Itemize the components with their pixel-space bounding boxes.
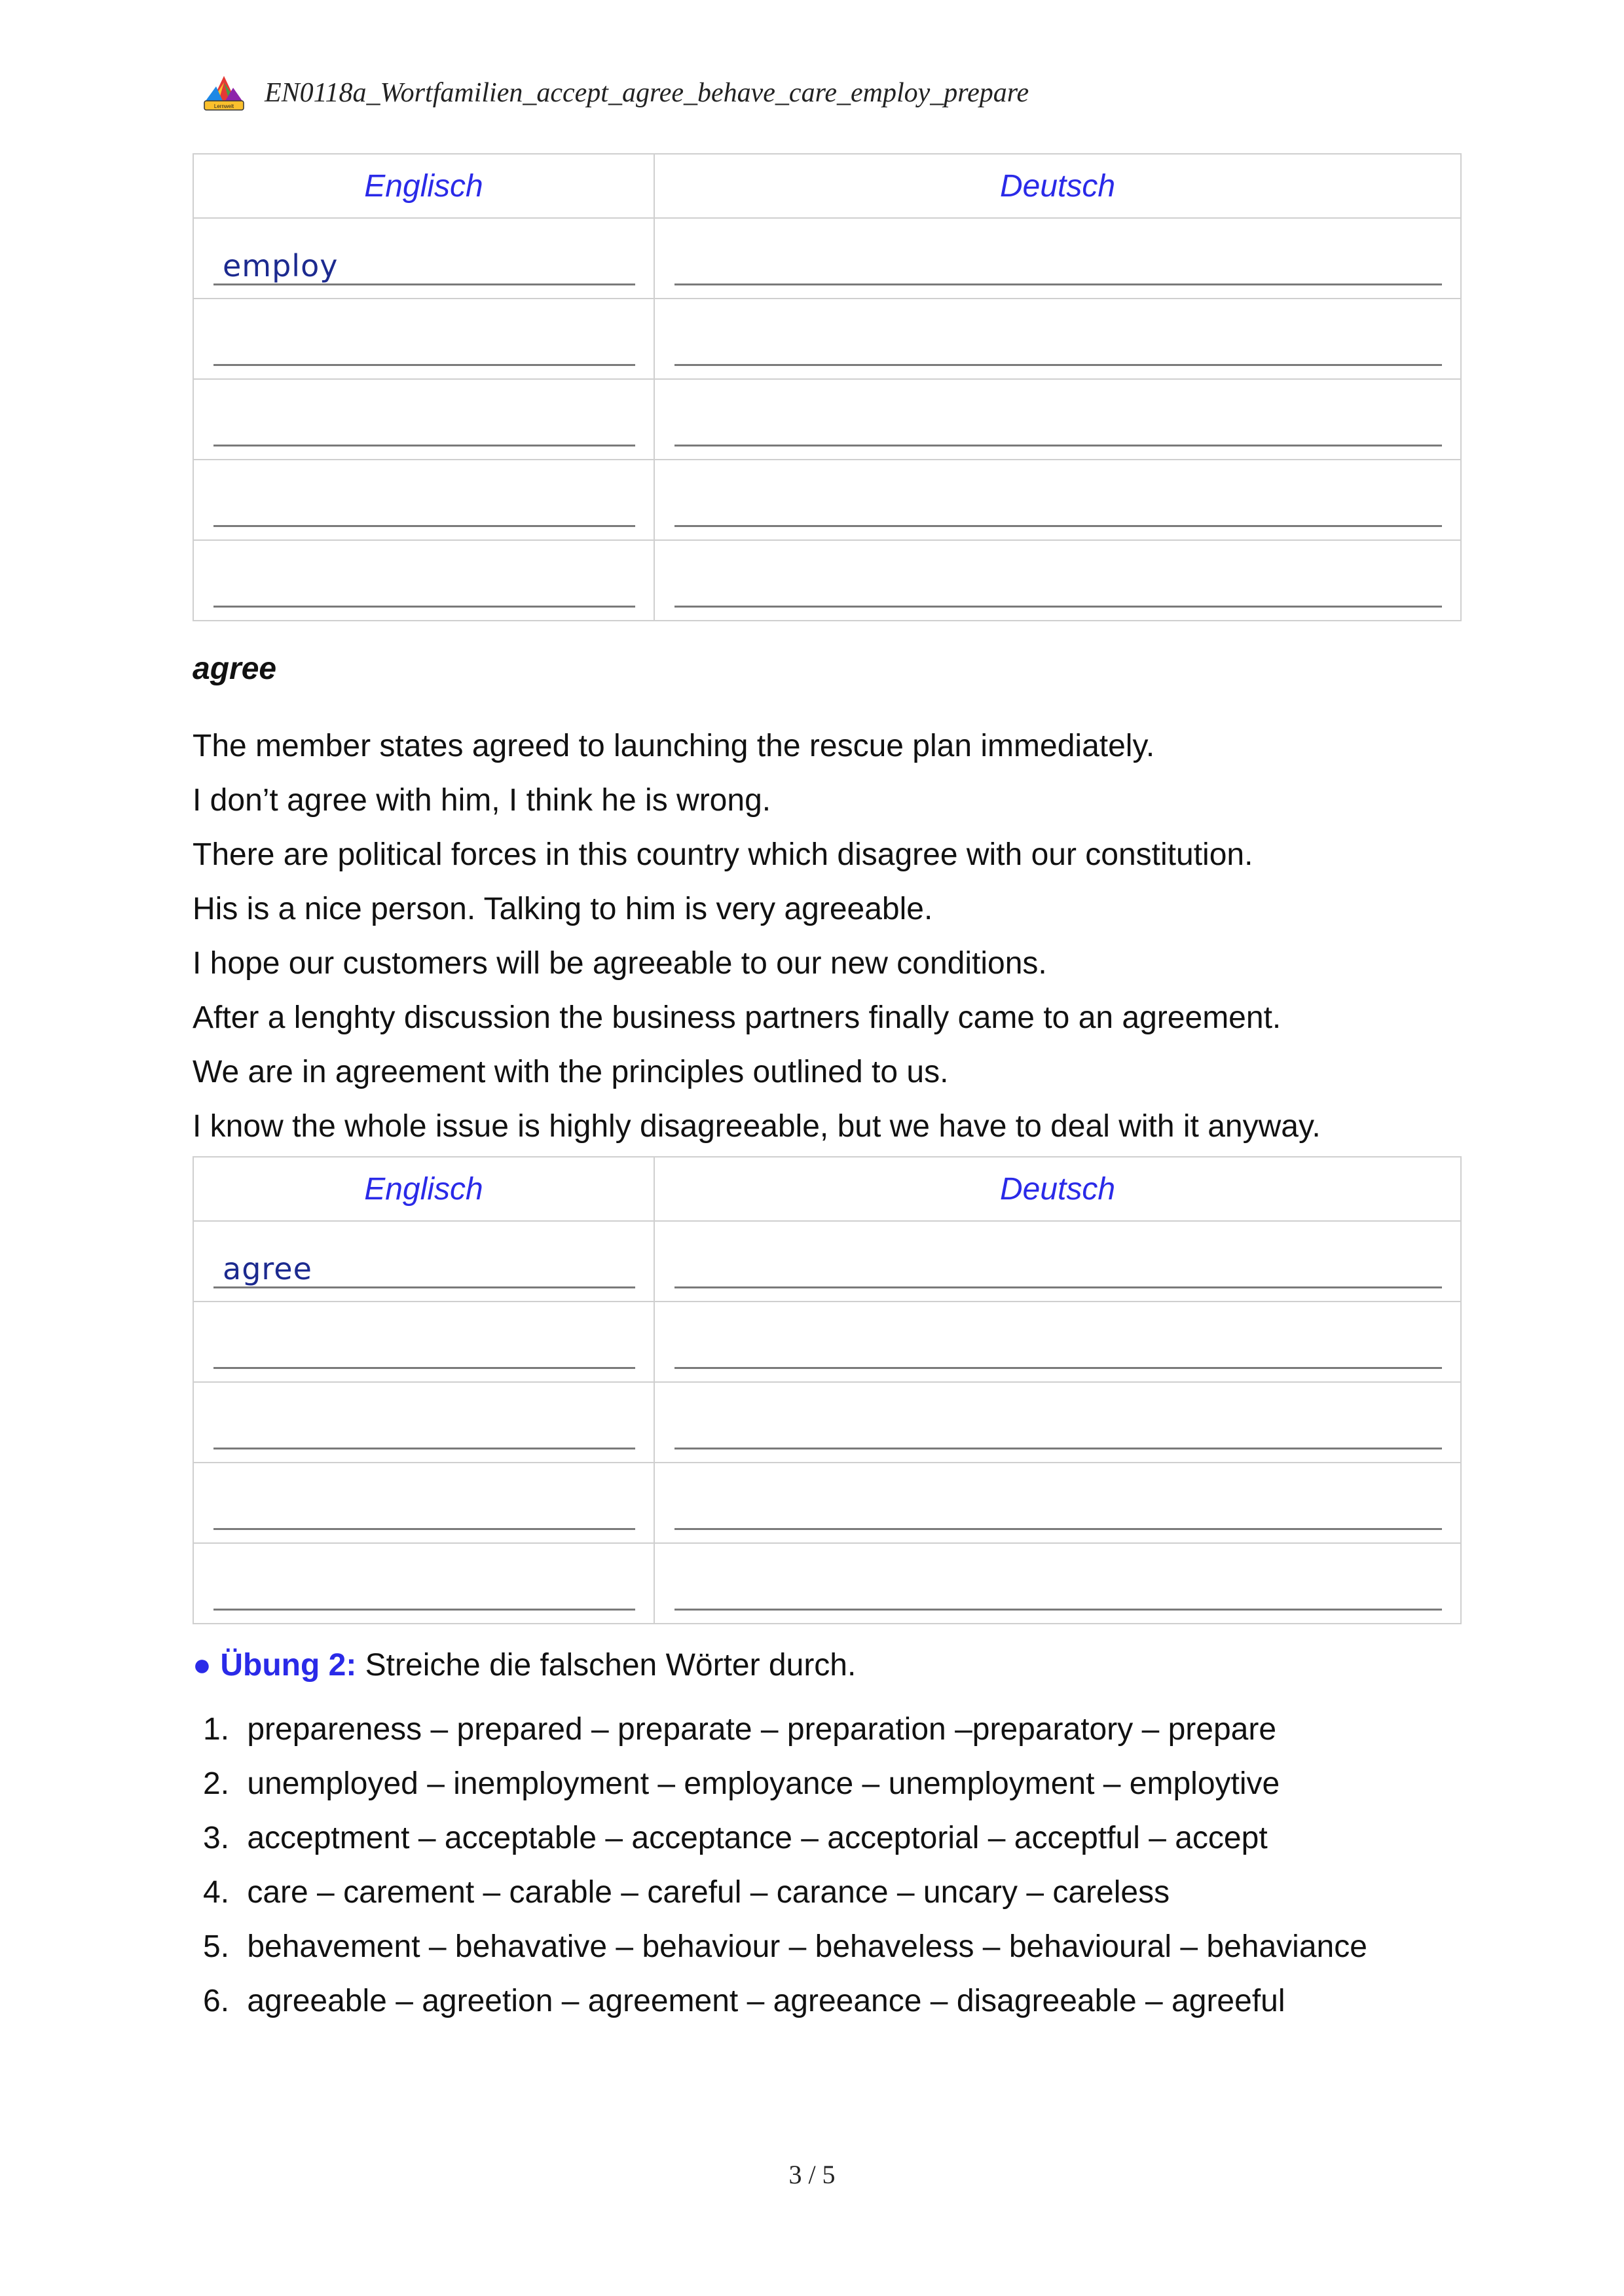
english-answer-field[interactable] bbox=[193, 218, 654, 299]
handwritten-word: agree bbox=[223, 1251, 312, 1286]
example-sentence: After a lenghty discussion the business partners finally came to an agreement. bbox=[193, 1000, 1282, 1035]
page-number: 3 / 5 bbox=[788, 2160, 836, 2189]
table-header-row bbox=[193, 154, 1461, 218]
english-answer-field[interactable] bbox=[193, 1543, 654, 1624]
answer-line bbox=[213, 1528, 635, 1530]
german-answer-field[interactable] bbox=[654, 1463, 1461, 1543]
word-options[interactable]: agreeable – agreetion – agreement – agreeance – disagreeable – agreeful bbox=[247, 1984, 1285, 2018]
answer-line bbox=[674, 525, 1442, 527]
english-answer-field[interactable] bbox=[193, 1382, 654, 1463]
section-title-agree: agree bbox=[193, 651, 277, 686]
bullet-icon: ● bbox=[193, 1648, 212, 1683]
answer-line bbox=[674, 1609, 1442, 1611]
vocab-table-agree bbox=[193, 1156, 1462, 1624]
answer-line bbox=[674, 445, 1442, 446]
german-answer-field[interactable] bbox=[654, 379, 1461, 460]
example-sentence: I hope our customers will be agreeable to our new conditions. bbox=[193, 946, 1047, 981]
exercise-item bbox=[203, 1920, 1367, 1974]
table-row bbox=[193, 218, 1461, 299]
answer-line bbox=[213, 1609, 635, 1611]
exercise-heading bbox=[193, 1647, 856, 1683]
german-answer-field[interactable] bbox=[654, 299, 1461, 379]
english-answer-field[interactable] bbox=[193, 1302, 654, 1382]
english-answer-field[interactable] bbox=[193, 1463, 654, 1543]
answer-line bbox=[213, 606, 635, 608]
exercise-item bbox=[203, 1811, 1367, 1865]
exercise-item bbox=[203, 1757, 1367, 1811]
answer-line bbox=[213, 445, 635, 446]
word-options[interactable]: acceptment – acceptable – acceptance – acceptorial – acceptful – accept bbox=[247, 1821, 1268, 1855]
vocab-table-employ bbox=[193, 153, 1462, 621]
item-number: 6. bbox=[203, 1984, 230, 2018]
answer-line bbox=[674, 364, 1442, 366]
example-sentence: There are political forces in this country which disagree with our constitution. bbox=[193, 837, 1253, 872]
word-options[interactable]: care – carement – carable – careful – carance – uncary – careless bbox=[247, 1875, 1170, 1910]
page-header bbox=[203, 73, 1029, 113]
exercise-label: Übung 2: bbox=[220, 1648, 357, 1683]
table-row bbox=[193, 1463, 1461, 1543]
answer-line bbox=[674, 1528, 1442, 1530]
exercise-instruction: Streiche die falschen Wörter durch. bbox=[365, 1648, 857, 1683]
english-answer-field[interactable] bbox=[193, 299, 654, 379]
word-options[interactable]: unemployed – inemployment – employance – unemployment – employtive bbox=[247, 1766, 1280, 1801]
word-options[interactable]: behavement – behavative – behaviour – behaveless – behavioural – behaviance bbox=[247, 1929, 1367, 1964]
table-header-row bbox=[193, 1157, 1461, 1221]
answer-line bbox=[213, 1448, 635, 1449]
item-number: 3. bbox=[203, 1821, 230, 1855]
document-title: EN0118a_Wortfamilien_accept_agree_behave_care_employ_prepare bbox=[265, 78, 1029, 108]
table-row bbox=[193, 460, 1461, 540]
column-header-deutsch: Deutsch bbox=[654, 1157, 1461, 1221]
answer-line bbox=[674, 1367, 1442, 1369]
item-number: 5. bbox=[203, 1929, 230, 1964]
german-answer-field[interactable] bbox=[654, 1221, 1461, 1302]
table-row bbox=[193, 1221, 1461, 1302]
answer-line bbox=[674, 283, 1442, 285]
exercise-item bbox=[203, 1865, 1367, 1920]
answer-line bbox=[674, 606, 1442, 608]
answer-line bbox=[674, 1448, 1442, 1449]
answer-line bbox=[213, 525, 635, 527]
example-sentence: I don’t agree with him, I think he is wrong. bbox=[193, 783, 771, 818]
answer-line bbox=[213, 1286, 635, 1288]
item-number: 1. bbox=[203, 1712, 230, 1747]
german-answer-field[interactable] bbox=[654, 1543, 1461, 1624]
column-header-englisch: Englisch bbox=[193, 154, 654, 218]
table-row bbox=[193, 1302, 1461, 1382]
german-answer-field[interactable] bbox=[654, 1382, 1461, 1463]
answer-line bbox=[674, 1286, 1442, 1288]
example-sentence: His is a nice person. Talking to him is very agreeable. bbox=[193, 892, 933, 926]
exercise-item bbox=[203, 1974, 1367, 2028]
answer-line bbox=[213, 283, 635, 285]
german-answer-field[interactable] bbox=[654, 460, 1461, 540]
exercise-list bbox=[203, 1702, 1367, 2028]
exercise-item bbox=[203, 1702, 1367, 1757]
german-answer-field[interactable] bbox=[654, 218, 1461, 299]
word-options[interactable]: prepareness – prepared – preparate – preparation –preparatory – prepare bbox=[247, 1712, 1277, 1747]
lernwelt-logo-icon bbox=[203, 75, 245, 111]
item-number: 4. bbox=[203, 1875, 230, 1910]
english-answer-field[interactable] bbox=[193, 540, 654, 621]
english-answer-field[interactable] bbox=[193, 1221, 654, 1302]
table-row bbox=[193, 1382, 1461, 1463]
answer-line bbox=[213, 1367, 635, 1369]
table-row bbox=[193, 1543, 1461, 1624]
example-sentence: I know the whole issue is highly disagreeable, but we have to deal with it anyway. bbox=[193, 1109, 1321, 1144]
english-answer-field[interactable] bbox=[193, 460, 654, 540]
table-row bbox=[193, 540, 1461, 621]
example-sentence: The member states agreed to launching the rescue plan immediately. bbox=[193, 729, 1155, 763]
handwritten-word: employ bbox=[223, 248, 339, 283]
logo-text: Lernwelt bbox=[213, 103, 234, 109]
german-answer-field[interactable] bbox=[654, 540, 1461, 621]
table-row bbox=[193, 379, 1461, 460]
answer-line bbox=[213, 364, 635, 366]
example-sentences bbox=[193, 719, 1321, 1154]
column-header-deutsch: Deutsch bbox=[654, 154, 1461, 218]
item-number: 2. bbox=[203, 1766, 230, 1801]
english-answer-field[interactable] bbox=[193, 379, 654, 460]
example-sentence: We are in agreement with the principles outlined to us. bbox=[193, 1055, 949, 1089]
table-row bbox=[193, 299, 1461, 379]
column-header-englisch: Englisch bbox=[193, 1157, 654, 1221]
german-answer-field[interactable] bbox=[654, 1302, 1461, 1382]
